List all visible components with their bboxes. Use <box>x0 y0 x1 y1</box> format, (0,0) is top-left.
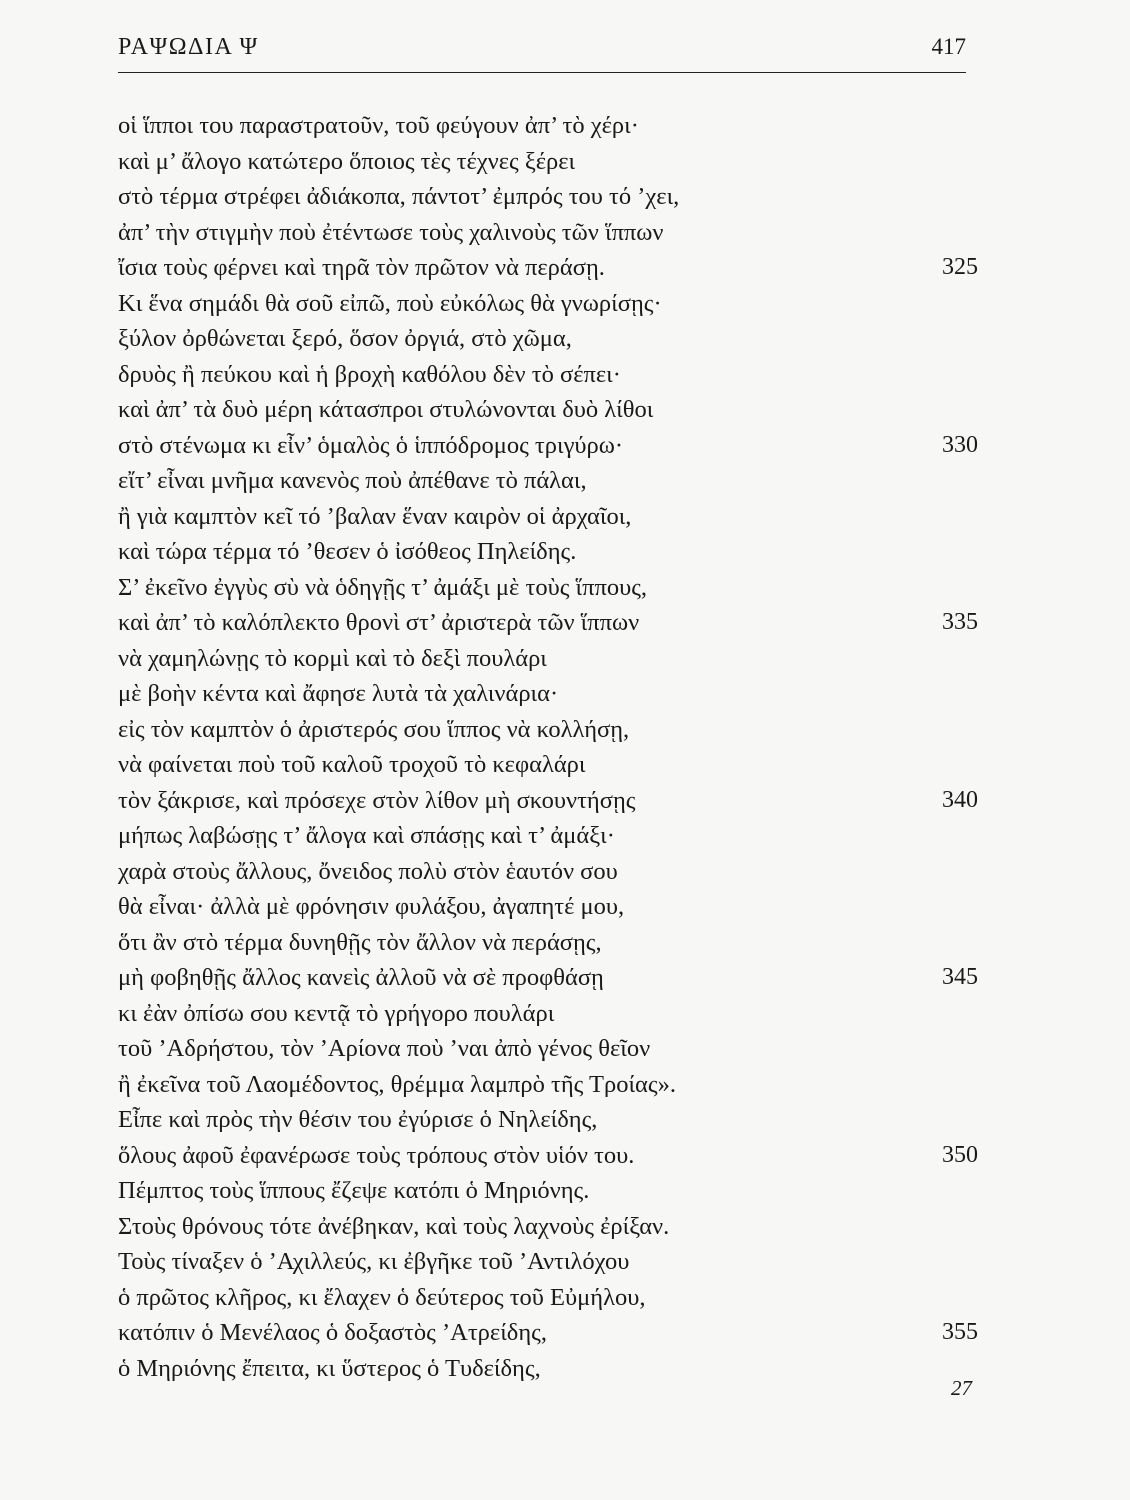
verse-text: ὁ Μηριόνης ἔπειτα, κι ὕστερος ὁ Τυδείδης, <box>118 1354 541 1382</box>
verse-text: Στοὺς θρόνους τότε ἀνέβηκαν, καὶ τοὺς λαχνοὺς ἐρίξαν. <box>118 1212 670 1240</box>
running-head <box>118 34 966 74</box>
verse-line <box>118 1031 978 1067</box>
verse-line <box>118 1102 978 1138</box>
verse-text: μὴ φοβηθῇς ἄλλος κανεὶς ἀλλοῦ νὰ σὲ προφθάσῃ <box>118 964 604 991</box>
verse-text: καὶ ἀπ’ τὰ δυὸ μέρη κάτασπροι στυλώνονται δυὸ λίθοι <box>118 396 654 423</box>
verse-text: τὸν ξάκρισε, καὶ πρόσεχε στὸν λίθον μὴ σκουντήσῃς <box>118 786 636 814</box>
verse-text: θὰ εἶναι· ἀλλὰ μὲ φρόνησιν φυλάξου, ἀγαπητέ μου, <box>118 893 625 920</box>
verse-line <box>118 1280 978 1316</box>
verse-text: ξύλον ὀρθώνεται ξερό, ὅσον ὀργιά, στὸ χῶμα, <box>118 325 572 352</box>
verse-text: καὶ τώρα τέρμα τό ’θεσεν ὁ ἰσόθεος Πηλείδης. <box>118 538 577 565</box>
verse-line <box>118 250 978 286</box>
verse-text: ὅλους ἀφοῦ ἐφανέρωσε τοὺς τρόπους στὸν υἱόν του. <box>118 1141 635 1169</box>
verse-line <box>118 818 978 854</box>
verse-text: στὸ τέρμα στρέφει ἀδιάκοπα, πάντοτ’ ἐμπρός του τό ’χει, <box>118 183 680 210</box>
verse-line <box>118 712 978 748</box>
verse-text: ἴσια τοὺς φέρνει καὶ τηρᾶ τὸν πρῶτον νὰ περάσῃ. <box>118 254 605 281</box>
verse-text: καὶ ἀπ’ τὸ καλόπλεκτο θρονὶ στ’ ἀριστερὰ τῶν ἵππων <box>118 609 640 636</box>
line-number: 340 <box>942 786 978 813</box>
line-number: 355 <box>942 1319 978 1345</box>
verse-line <box>118 854 978 890</box>
line-number: 330 <box>942 431 978 458</box>
verse-line <box>118 925 978 961</box>
verse-text: κι ἐὰν ὀπίσω σου κεντᾷ τὸ γρήγορο πουλάρι <box>118 999 555 1027</box>
verse-line <box>118 392 978 428</box>
verse-text: μὲ βοὴν κέντα καὶ ἄφησε λυτὰ τὰ χαλινάρια· <box>118 680 559 707</box>
verse-line <box>118 1351 978 1387</box>
verse-line <box>118 286 978 322</box>
verse-line <box>118 357 978 393</box>
verse-text: τοῦ ’Αδρήστου, τὸν ’Αρίονα ποὺ ’ναι ἀπὸ γένος θεῖον <box>118 1035 651 1062</box>
verse-line <box>118 1173 978 1209</box>
verse-line <box>118 605 978 641</box>
verse-text: ὁ πρῶτος κλῆρος, κι ἔλαχεν ὁ δεύτερος τοῦ Εὐμήλου, <box>118 1283 646 1311</box>
verse-text: Σ’ ἐκεῖνο ἐγγὺς σὺ νὰ ὁδηγῇς τ’ ἀμάξι μὲ τοὺς ἵππους, <box>118 573 648 601</box>
verse-line <box>118 676 978 712</box>
running-title: ΡΑΨΩΔΙΑ Ψ <box>118 34 259 60</box>
verse-line <box>118 321 978 357</box>
verse-text: εἴτ’ εἶναι μνῆμα κανενὸς ποὺ ἀπέθανε τὸ πάλαι, <box>118 467 587 494</box>
signature-mark: 27 <box>951 1376 972 1400</box>
verse-line <box>118 570 978 606</box>
verse-line <box>118 996 978 1032</box>
verse-line <box>118 1138 978 1174</box>
verse-text: Εἶπε καὶ πρὸς τὴν θέσιν του ἐγύρισε ὁ Νηλείδης, <box>118 1106 598 1133</box>
verse-line <box>118 108 978 144</box>
verse-text: καὶ μ’ ἄλογο κατώτερο ὅποιος τὲς τέχνες ξέρει <box>118 147 576 175</box>
verse-line <box>118 960 978 996</box>
verse-text: οἱ ἵπποι του παραστρατοῦν, τοῦ φεύγουν ἀπ’ τὸ χέρι· <box>118 112 639 139</box>
verse-line <box>118 428 978 464</box>
verse-text: ἢ ἐκεῖνα τοῦ Λαομέδοντος, θρέμμα λαμπρὸ τῆς Τροίας». <box>118 1070 676 1098</box>
verse-text: ἀπ’ τὴν στιγμὴν ποὺ ἐτέντωσε τοὺς χαλινοὺς τῶν ἵππων <box>118 218 664 246</box>
verse-line <box>118 1315 978 1351</box>
verse-line <box>118 747 978 783</box>
verse-line <box>118 1067 978 1103</box>
verse-text: στὸ στένωμα κι εἶν’ ὁμαλὸς ὁ ἱππόδρομος τριγύρω· <box>118 431 624 459</box>
verse-text: νὰ φαίνεται ποὺ τοῦ καλοῦ τροχοῦ τὸ κεφαλάρι <box>118 751 586 778</box>
verse-line <box>118 783 978 819</box>
verse-line <box>118 1209 978 1245</box>
verse-text: νὰ χαμηλώνῃς τὸ κορμὶ καὶ τὸ δεξὶ πουλάρι <box>118 644 547 672</box>
verse-text: δρυὸς ἢ πεύκου καὶ ἡ βροχὴ καθόλου δὲν τὸ σέπει· <box>118 360 621 388</box>
verse-text: εἰς τὸν καμπτὸν ὁ ἀριστερός σου ἵππος νὰ κολλήσῃ, <box>118 715 630 743</box>
verse-line <box>118 499 978 535</box>
verse-line <box>118 889 978 925</box>
line-number: 350 <box>942 1141 978 1168</box>
verse-text: Τοὺς τίναξεν ὁ ’Αχιλλεύς, κι ἐβγῆκε τοῦ ’Αντιλόχου <box>118 1248 630 1275</box>
verse-line <box>118 641 978 677</box>
line-number: 335 <box>942 609 978 635</box>
verse-text: μήπως λαβώσῃς τ’ ἄλογα καὶ σπάσῃς καὶ τ’ ἀμάξι· <box>118 822 615 849</box>
verse-text: ἢ γιὰ καμπτὸν κεῖ τό ’βαλαν ἕναν καιρὸν οἱ ἀρχαῖοι, <box>118 502 632 530</box>
verse-text: Κι ἕνα σημάδι θὰ σοῦ εἰπῶ, ποὺ εὐκόλως θὰ γνωρίσῃς· <box>118 289 662 317</box>
verse-text: κατόπιν ὁ Μενέλαος ὁ δοξαστὸς ’Ατρείδης, <box>118 1319 547 1346</box>
verse-line <box>118 179 978 215</box>
verse-line <box>118 1244 978 1280</box>
line-number: 325 <box>942 254 978 280</box>
verse-line <box>118 463 978 499</box>
verse-line <box>118 144 978 180</box>
verse-line <box>118 534 978 570</box>
line-number: 345 <box>942 964 978 990</box>
verse-line <box>118 215 978 251</box>
verse-block <box>118 108 978 1386</box>
verse-text: χαρὰ στοὺς ἄλλους, ὄνειδος πολὺ στὸν ἑαυτόν σου <box>118 857 618 885</box>
verse-text: ὅτι ἂν στὸ τέρμα δυνηθῇς τὸν ἄλλον νὰ περάσῃς, <box>118 928 602 956</box>
header-rule <box>118 72 966 73</box>
verse-text: Πέμπτος τοὺς ἵππους ἔζεψε κατόπι ὁ Μηριόνης. <box>118 1177 590 1204</box>
page-number: 417 <box>931 34 966 59</box>
